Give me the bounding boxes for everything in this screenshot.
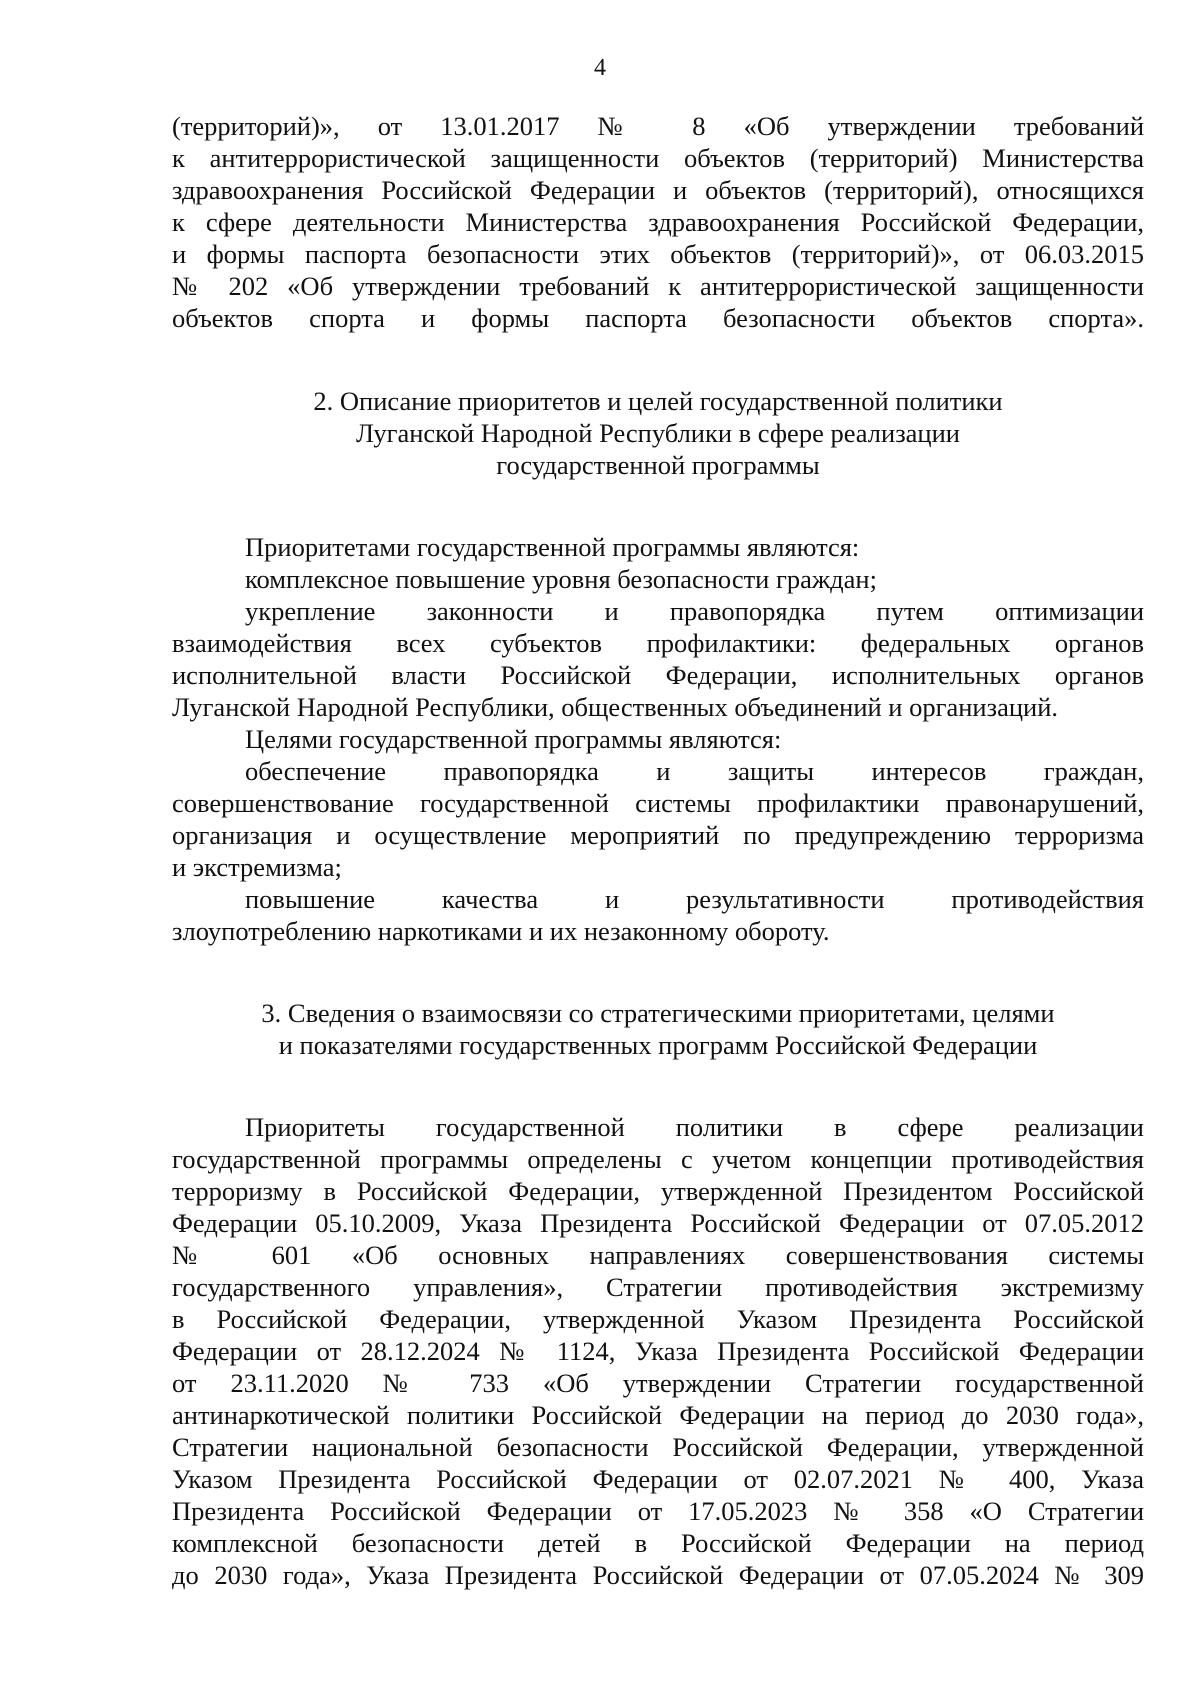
text-line: Стратегии национальной безопасности Российской Федерации, утвержденной [172,1432,1144,1462]
goals-intro: Целями государственной программы являются: [245,724,782,754]
section-3-heading [172,997,1144,1061]
text-line: Федерации от 28.12.2024 № 1124, Указа Президента Российской Федерации [172,1336,1144,1366]
text-line: злоупотреблению наркотиками и их незаконному обороту. [172,916,830,946]
text-line: обеспечение правопорядка и защиты интересов граждан, [245,756,1144,786]
section-2-body [172,531,1144,947]
text-line: к антитеррористической защищенности объектов (территорий) Министерства [172,143,1144,173]
text-line: от 23.11.2020 № 733 «Об утверждении Стратегии государственной [172,1368,1144,1398]
section-2-heading [172,385,1144,481]
priority-item: комплексное повышение уровня безопасности граждан; [245,564,877,594]
text-line: к сфере деятельности Министерства здравоохранения Российской Федерации, [172,207,1144,237]
text-line: и формы паспорта безопасности этих объектов (территорий)», от 06.03.2015 [172,239,1144,269]
goal-item [172,883,1144,947]
text-line: государственного управления», Стратегии противодействия экстремизму [172,1272,1144,1302]
text-line: взаимодействия всех субъектов профилактики: федеральных органов [172,628,1144,658]
text-line: № 202 «Об утверждении требований к антитеррористической защищенности [172,271,1144,301]
text-line: в Российской Федерации, утвержденной Указом Президента Российской [172,1304,1144,1334]
priority-item [172,595,1144,723]
text-line: Луганской Народной Республики, общественных объединений и организаций. [172,692,1059,722]
text-line: укрепление законности и правопорядка путем оптимизации [245,596,1144,626]
text-line: повышение качества и результативности противодействия [245,884,1144,914]
priorities-intro: Приоритетами государственной программы являются: [245,532,860,562]
text-line: здравоохранения Российской Федерации и объектов (территорий), относящихся [172,175,1144,205]
text-line: до 2030 года», Указа Президента Российской Федерации от 07.05.2024 № 309 [172,1560,1144,1590]
goal-item [172,755,1144,883]
text-line: № 601 «Об основных направлениях совершенствования системы [172,1240,1144,1270]
text-line: Приоритеты государственной политики в сфере реализации [245,1112,1144,1142]
heading-line: Луганской Народной Республики в сфере реализации [356,418,960,448]
text-line: организация и осуществление мероприятий по предупреждению терроризма [172,820,1144,850]
text-line: (территорий)», от 13.01.2017 № 8 «Об утверждении требований [172,111,1144,141]
text-line: Федерации 05.10.2009, Указа Президента Российской Федерации от 07.05.2012 [172,1208,1144,1238]
text-line: государственной программы определены с учетом концепции противодействия [172,1144,1144,1174]
text-line: терроризму в Российской Федерации, утвержденной Президентом Российской [172,1176,1144,1206]
text-line: совершенствование государственной системы профилактики правонарушений, [172,788,1144,818]
text-line: и экстремизма; [172,852,342,882]
page-number: 4 [594,55,606,81]
section-3-paragraph [172,1111,1144,1591]
heading-line: государственной программы [496,450,820,480]
text-line: антинаркотической политики Российской Федерации на период до 2030 года», [172,1400,1144,1430]
text-line: Указом Президента Российской Федерации от 02.07.2021 № 400, Указа [172,1464,1144,1494]
intro-paragraph [172,110,1144,334]
heading-line: 2. Описание приоритетов и целей государственной политики [313,386,1003,416]
document-body [172,110,1144,1591]
heading-line: и показателями государственных программ Российской Федерации [278,1030,1038,1060]
text-line: комплексной безопасности детей в Российской Федерации на период [172,1528,1144,1558]
text-line: Президента Российской Федерации от 17.05.2023 № 358 «О Стратегии [172,1496,1144,1526]
text-line: объектов спорта и формы паспорта безопасности объектов спорта». [172,303,1144,333]
heading-line: 3. Сведения о взаимосвязи со стратегическими приоритетами, целями [261,998,1055,1028]
text-line: исполнительной власти Российской Федерации, исполнительных органов [172,660,1144,690]
